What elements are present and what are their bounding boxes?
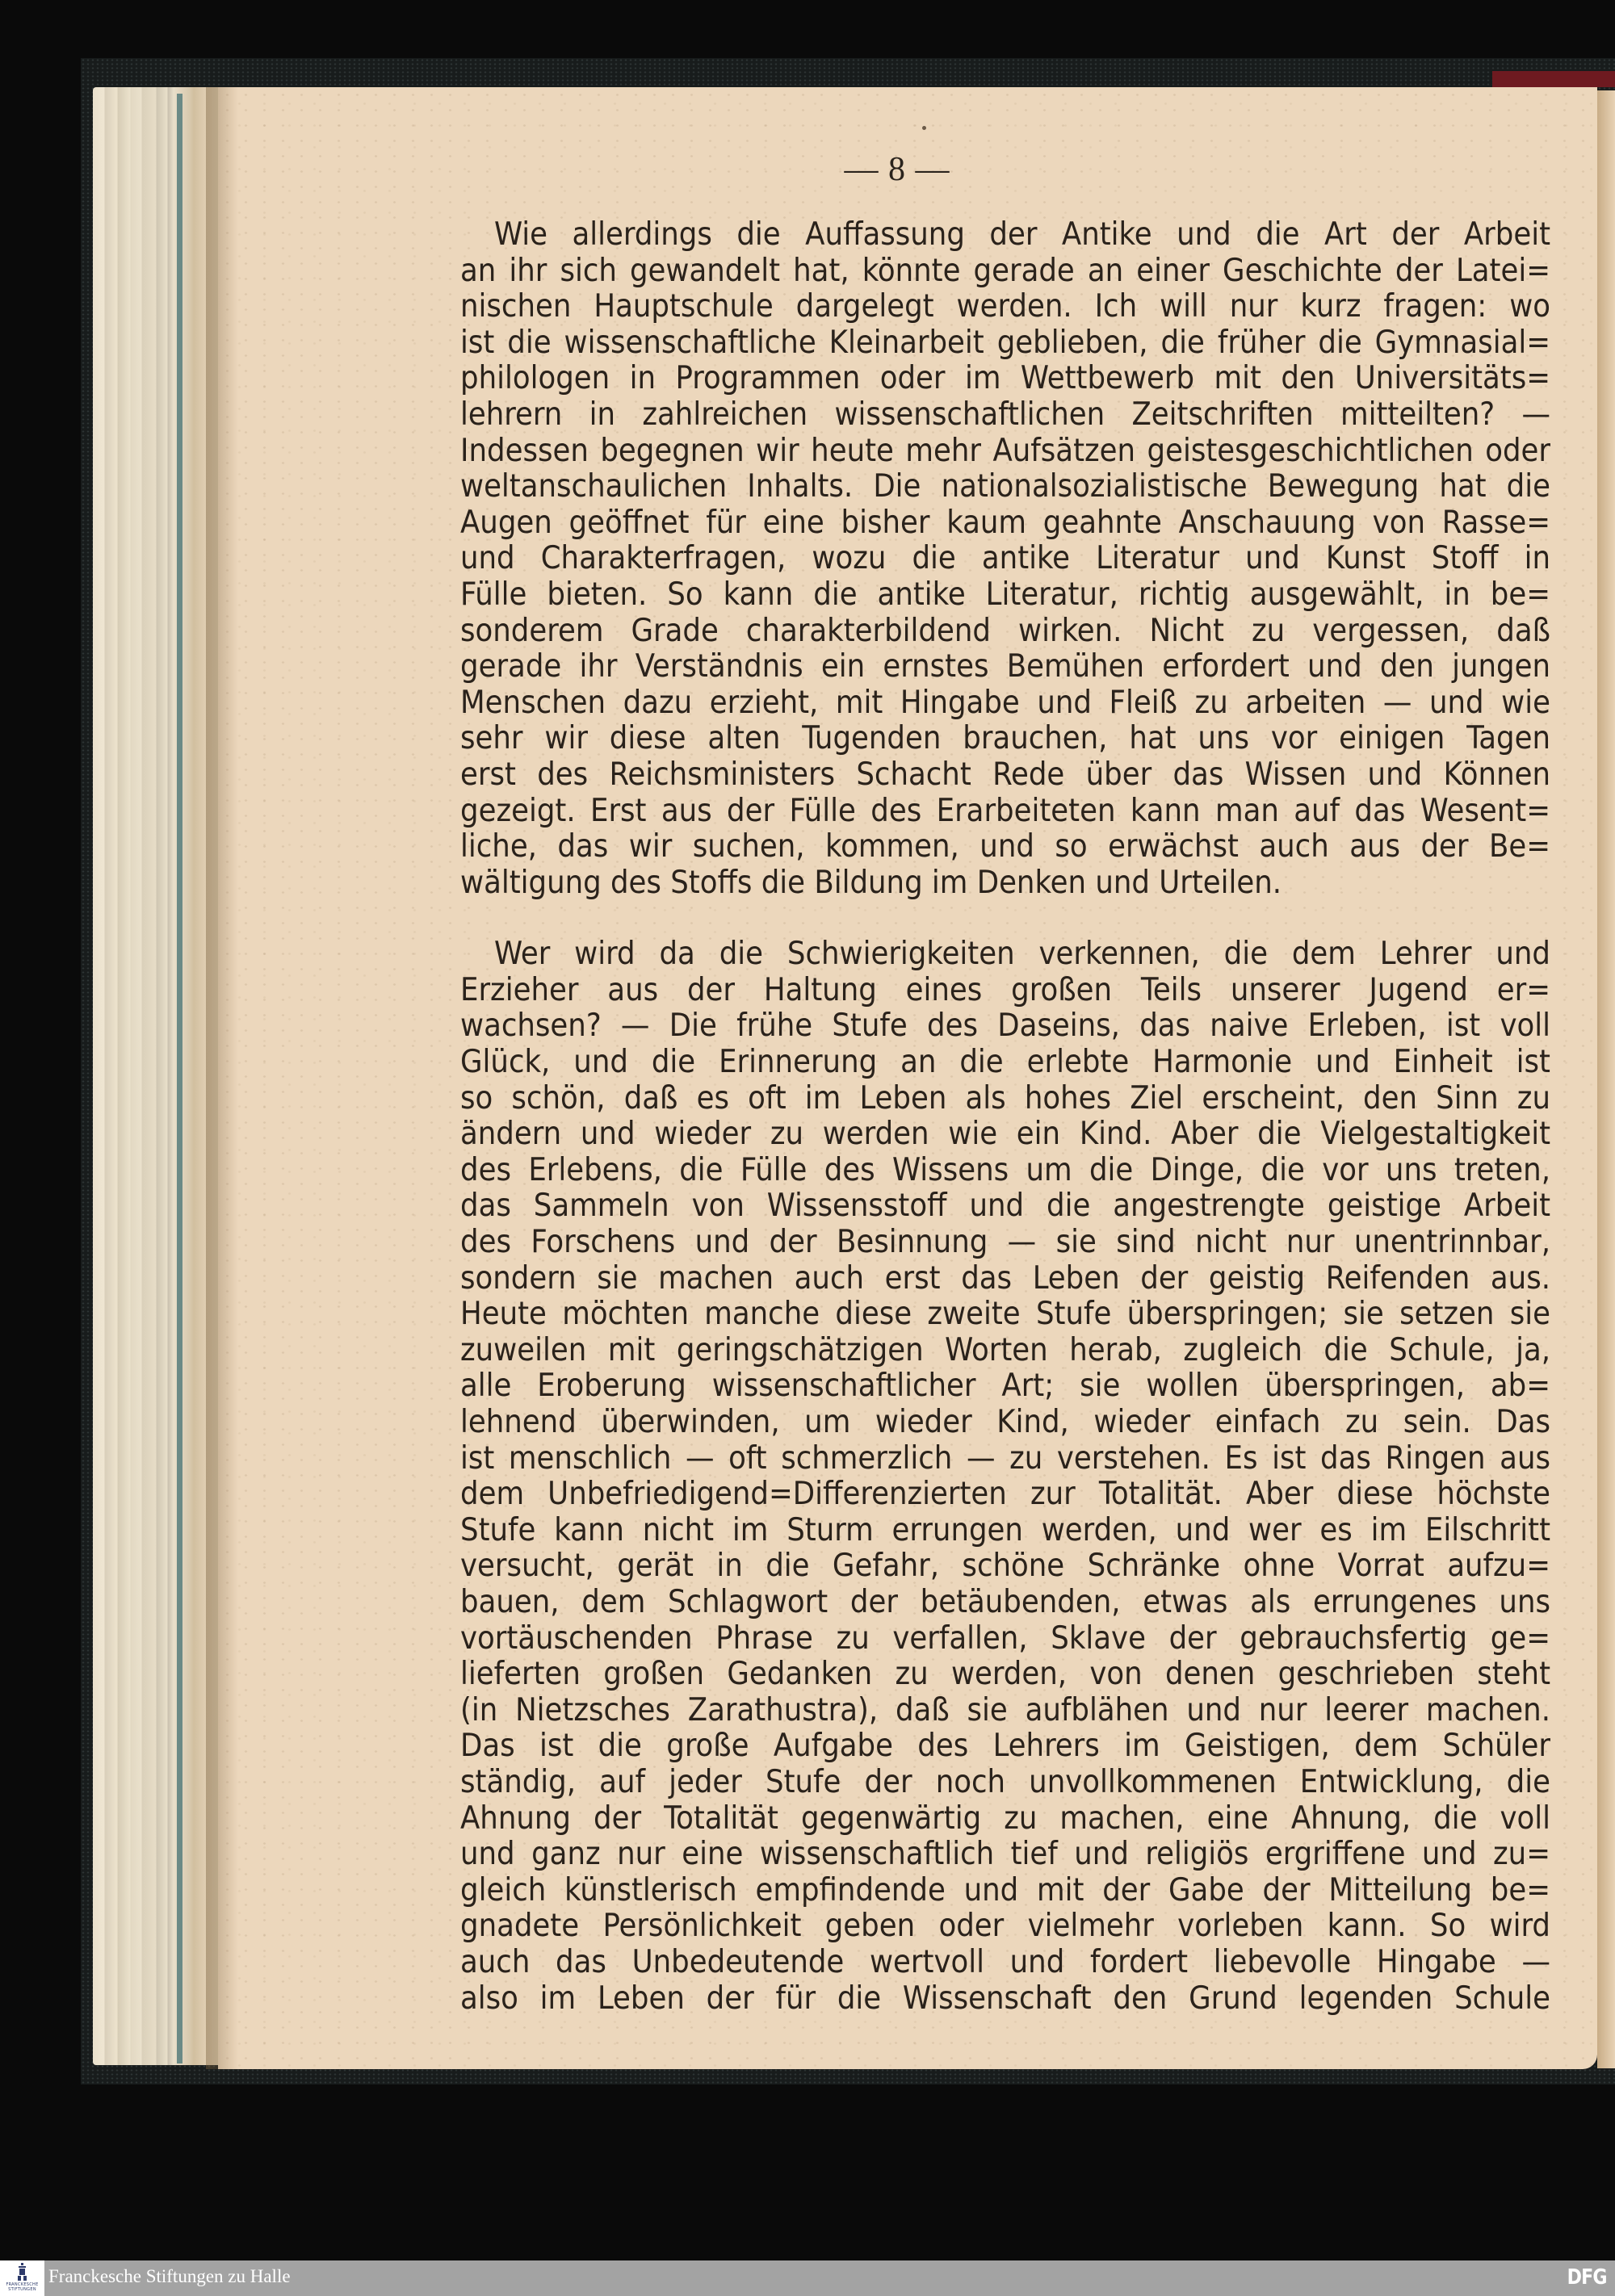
logo-caption	[1, 2282, 44, 2292]
institution-logo[interactable]	[0, 2260, 44, 2296]
text-line: ist die wissenschaftliche Kleinarbeit geblieben, die früher die Gymnasial=	[460, 323, 1550, 361]
text-line: philologen in Programmen oder im Wettbewerb mit den Universitäts=	[460, 359, 1550, 397]
text-line: Stufe kann nicht im Sturm errungen werden, und wer es im Eilschritt	[460, 1510, 1550, 1548]
logo-caption-line1: FRANCKESCHE	[6, 2282, 39, 2287]
text-line: gezeigt. Erst aus der Fülle des Erarbeiteten kann man auf das Wesent=	[460, 791, 1550, 829]
text-line: des Erlebens, die Fülle des Wissens um die Dinge, die vor uns treten,	[460, 1150, 1550, 1188]
text-line: wältigung des Stoffs die Bildung im Denken und Urteilen.	[460, 863, 1282, 901]
text-line: gerade ihr Verständnis ein ernstes Bemühen erfordert und den jungen	[460, 647, 1550, 685]
text-line: Wie allerdings die Auffassung der Antike und die Art der Arbeit	[494, 216, 1550, 253]
text-line: nischen Hauptschule dargelegt werden. Ich will nur kurz fragen: wo	[460, 287, 1550, 325]
text-line: das Sammeln von Wissensstoff und die angestrengte geistige Arbeit	[460, 1187, 1550, 1225]
text-line: an ihr sich gewandelt hat, könnte gerade an einer Geschichte der Latei=	[460, 251, 1550, 289]
book-page	[218, 87, 1597, 2069]
footer-bar	[0, 2260, 1615, 2296]
franckesche-logo-icon	[17, 2263, 27, 2281]
text-line: dem Unbefriedigend=Differenzierten zur Totalität. Aber diese höchste	[460, 1475, 1550, 1513]
text-line: Heute möchten manche diese zweite Stufe überspringen; sie setzen sie	[460, 1295, 1550, 1333]
ink-spot	[922, 126, 926, 130]
text-line: so schön, daß es oft im Leben als hohes Ziel erscheint, den Sinn zu	[460, 1079, 1550, 1117]
text-line: ist menschlich — oft schmerzlich — zu verstehen. Es ist das Ringen aus	[460, 1439, 1550, 1477]
text-line: erst des Reichsministers Schacht Rede über das Wissen und Können	[460, 755, 1550, 793]
text-line: und Charakterfragen, wozu die antike Literatur und Kunst Stoff in	[460, 539, 1550, 577]
text-line: sondern sie machen auch erst das Leben der geistig Reifenden aus.	[460, 1259, 1550, 1297]
text-line: zuweilen mit geringschätzigen Worten herab, zugleich die Schule, ja,	[460, 1330, 1550, 1368]
book-headband	[1492, 71, 1615, 87]
paragraph	[460, 936, 1550, 2016]
text-line: lehnend überwinden, um wieder Kind, wieder einfach zu sein. Das	[460, 1403, 1550, 1440]
page-stack-edge	[93, 87, 218, 2065]
text-line: alle Eroberung wissenschaftlicher Art; sie wollen überspringen, ab=	[460, 1367, 1550, 1405]
text-line: ändern und wieder zu werden wie ein Kind. Aber die Vielgestaltigkeit	[460, 1115, 1550, 1153]
text-line: versucht, gerät in die Gefahr, schöne Schränke ohne Vorrat aufzu=	[460, 1547, 1550, 1585]
text-line: liche, das wir suchen, kommen, und so erwächst auch aus der Be=	[460, 827, 1550, 865]
text-line: wachsen? — Die frühe Stufe des Daseins, das naive Erleben, ist voll	[460, 1007, 1550, 1045]
body-text	[460, 216, 1550, 2016]
text-line: ständig, auf jeder Stufe der noch unvollkommenen Entwicklung, die	[460, 1762, 1550, 1800]
text-line: Menschen dazu erzieht, mit Hingabe und Fleiß zu arbeiten — und wie	[460, 683, 1550, 721]
text-line: weltanschaulichen Inhalts. Die nationalsozialistische Bewegung hat die	[460, 467, 1550, 505]
text-line: (in Nietzsches Zarathustra), daß sie aufblähen und nur leerer machen.	[460, 1691, 1550, 1728]
page-stack-marker	[177, 94, 182, 2063]
next-page-edge	[1597, 90, 1615, 2068]
dfg-logo[interactable]: DFG	[1567, 2265, 1607, 2290]
text-line: lieferten großen Gedanken zu werden, von denen geschrieben steht	[460, 1655, 1550, 1693]
text-line: Wer wird da die Schwierigkeiten verkennen, die dem Lehrer und	[494, 935, 1550, 973]
text-line: Das ist die große Aufgabe des Lehrers im Geistigen, dem Schüler	[460, 1727, 1550, 1765]
text-line: Fülle bieten. So kann die antike Literatur, richtig ausgewählt, in be=	[460, 575, 1550, 613]
text-line: gleich künstlerisch empfindende und mit der Gabe der Mitteilung be=	[460, 1871, 1550, 1908]
text-line: des Forschens und der Besinnung — sie sind nicht nur unentrinnbar,	[460, 1223, 1550, 1261]
text-line: sonderem Grade charakterbildend wirken. Nicht zu vergessen, daß	[460, 611, 1550, 649]
institution-name[interactable]: Franckesche Stiftungen zu Halle	[48, 2266, 291, 2286]
text-line: also im Leben der für die Wissenschaft den Grund legenden Schule	[460, 1979, 1550, 2017]
text-line: lehrern in zahlreichen wissenschaftlichen Zeitschriften mitteilten? —	[460, 395, 1550, 433]
text-line: gnadete Persönlichkeit geben oder vielmehr vorleben kann. So wird	[460, 1907, 1550, 1945]
text-line: Indessen begegnen wir heute mehr Aufsätzen geistesgeschichtlichen oder	[460, 431, 1550, 469]
page-number: — 8 —	[844, 151, 950, 188]
text-line: bauen, dem Schlagwort der betäubenden, etwas als errungenes uns	[460, 1582, 1550, 1620]
text-line: auch das Unbedeutende wertvoll und fordert liebevolle Hingabe —	[460, 1942, 1550, 1980]
text-line: Erzieher aus der Haltung eines großen Teils unserer Jugend er=	[460, 970, 1550, 1008]
text-line: und ganz nur eine wissenschaftlich tief und religiös ergriffene und zu=	[460, 1835, 1550, 1873]
gutter-shadow	[206, 87, 238, 2069]
logo-caption-line2: STIFTUNGEN	[8, 2287, 36, 2292]
paragraph	[460, 216, 1550, 900]
text-line: vortäuschenden Phrase zu verfallen, Sklave der gebrauchsfertig ge=	[460, 1619, 1550, 1657]
text-line: Augen geöffnet für eine bisher kaum geahnte Anschauung von Rasse=	[460, 503, 1550, 541]
text-line: Glück, und die Erinnerung an die erlebte Harmonie und Einheit ist	[460, 1043, 1550, 1081]
text-line: sehr wir diese alten Tugenden brauchen, hat uns vor einigen Tagen	[460, 719, 1550, 757]
text-line: Ahnung der Totalität gegenwärtig zu machen, eine Ahnung, die voll	[460, 1799, 1550, 1837]
